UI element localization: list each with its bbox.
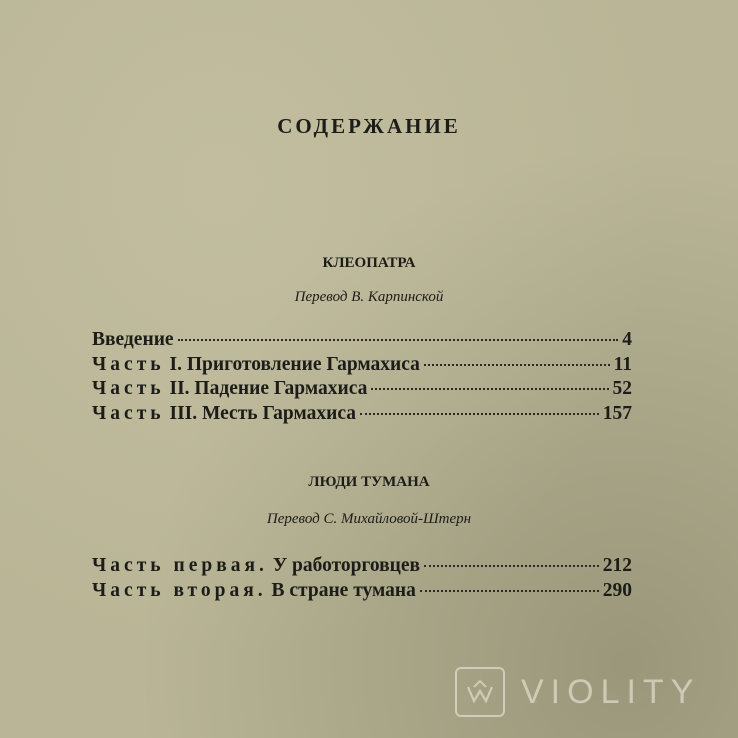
toc-entry-prefix: Часть первая. [92,555,268,576]
translator-credit: Перевод В. Карпинской [294,289,444,305]
toc-entry [92,353,632,378]
toc-entry [92,377,632,402]
contents-heading: СОДЕРЖАНИЕ [277,114,461,138]
toc-entry-prefix: Часть [92,402,165,424]
dot-leader [360,413,599,415]
toc-list [92,554,632,603]
toc-entry-title: III. Месть Гармахиса [164,402,356,424]
toc-entry-label [92,554,420,579]
toc-entry [92,328,632,353]
dot-leader [178,339,619,341]
toc-entry [92,402,632,427]
dot-leader [424,364,610,366]
toc-entry-label [92,402,356,427]
translator-credit: Перевод С. Михайловой-Штерн [266,511,472,527]
toc-entry-prefix: Часть [92,353,165,375]
work-title-lyudi-tumana: ЛЮДИ ТУМАНА [308,474,430,490]
toc-entry-prefix: Часть вторая. [92,579,267,601]
toc-entry [92,554,632,579]
toc-entry-label [92,328,174,353]
dot-leader [424,565,599,567]
toc-entry-label [92,377,367,402]
toc-entry-title: Введение [92,329,174,350]
toc-entry-prefix: Часть [92,378,165,399]
toc-page-number: 11 [613,353,632,375]
toc-page-number: 52 [612,378,632,399]
toc-list [92,328,632,426]
dot-leader [371,388,608,390]
toc-entry-label [92,353,420,378]
watermark-text: VIOLITY [521,672,701,711]
toc-page-number: 157 [602,402,632,424]
toc-entry-label [92,579,416,604]
dot-leader [420,590,599,592]
toc-page-number: 290 [602,579,632,601]
violity-logo-icon [455,667,505,717]
toc-entry-title: В стране тумана [266,579,416,601]
toc-page-number: 4 [622,329,632,350]
toc-page-number: 212 [602,555,632,576]
violity-watermark [455,664,700,720]
toc-entry [92,579,632,604]
work-title-kleopatra: КЛЕОПАТРА [322,255,416,271]
toc-entry-title: У работорговцев [267,555,421,576]
toc-entry-title: I. Приготовление Гармахиса [164,353,420,375]
toc-entry-title: II. Падение Гармахиса [164,378,368,399]
